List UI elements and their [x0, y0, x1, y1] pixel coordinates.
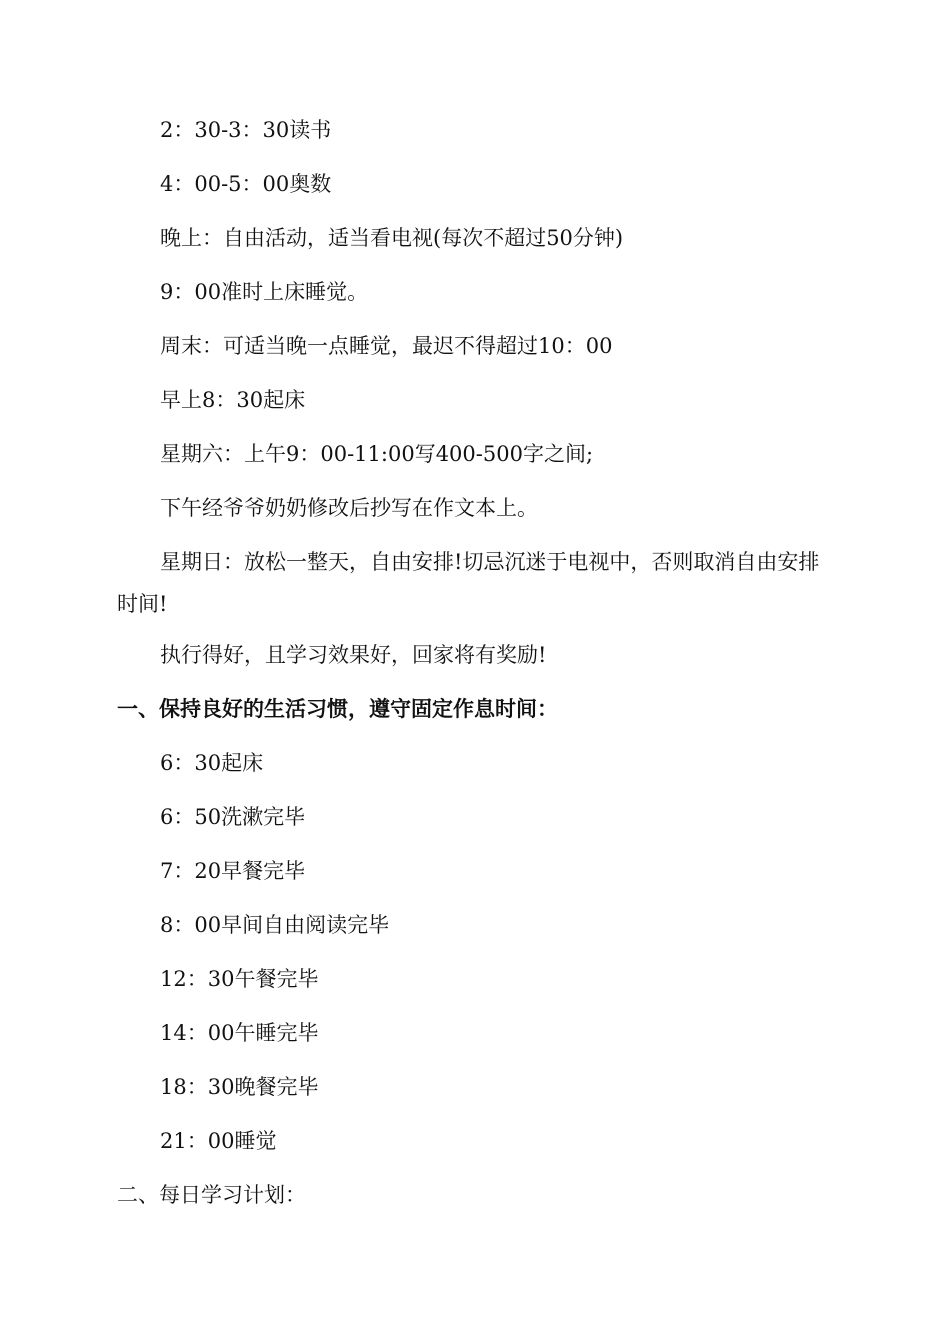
schedule-item: 6：50洗漱完毕: [160, 805, 306, 829]
schedule-item: 6：30起床: [160, 751, 264, 775]
schedule-item: 8：00早间自由阅读完毕: [160, 913, 390, 937]
schedule-item: 7：20早餐完毕: [160, 859, 306, 883]
schedule-item: 12：30午餐完毕: [160, 967, 319, 991]
schedule-item: 18：30晚餐完毕: [160, 1075, 319, 1099]
text-line-olympiad-math: 4：00-5：00奥数: [160, 172, 332, 196]
schedule-item: 14：00午睡完毕: [160, 1021, 319, 1045]
sunday-paragraph: 星期日：放松一整天，自由安排!切忌沉迷于电视中，否则取消自由安排时间!: [117, 550, 820, 616]
reward-line: 执行得好，且学习效果好，回家将有奖励!: [160, 643, 547, 667]
text-line-evening: 晚上：自由活动，适当看电视(每次不超过50分钟): [160, 226, 624, 250]
text-line-saturday: 星期六：上午9：00-11:00写400-500字之间;: [160, 442, 594, 466]
text-line-reading: 2：30-3：30读书: [160, 118, 332, 142]
section-heading-1: 一、保持良好的生活习惯，遵守固定作息时间：: [117, 696, 558, 721]
text-line-morning-wake: 早上8：30起床: [160, 388, 306, 412]
text-line-bedtime: 9：00准时上床睡觉。: [160, 280, 369, 304]
section-heading-2: 二、每日学习计划：: [117, 1183, 306, 1207]
text-line-afternoon: 下午经爷爷奶奶修改后抄写在作文本上。: [160, 496, 538, 520]
schedule-item: 21：00睡觉: [160, 1129, 277, 1153]
text-line-weekend: 周末：可适当晚一点睡觉，最迟不得超过10：00: [160, 334, 613, 358]
